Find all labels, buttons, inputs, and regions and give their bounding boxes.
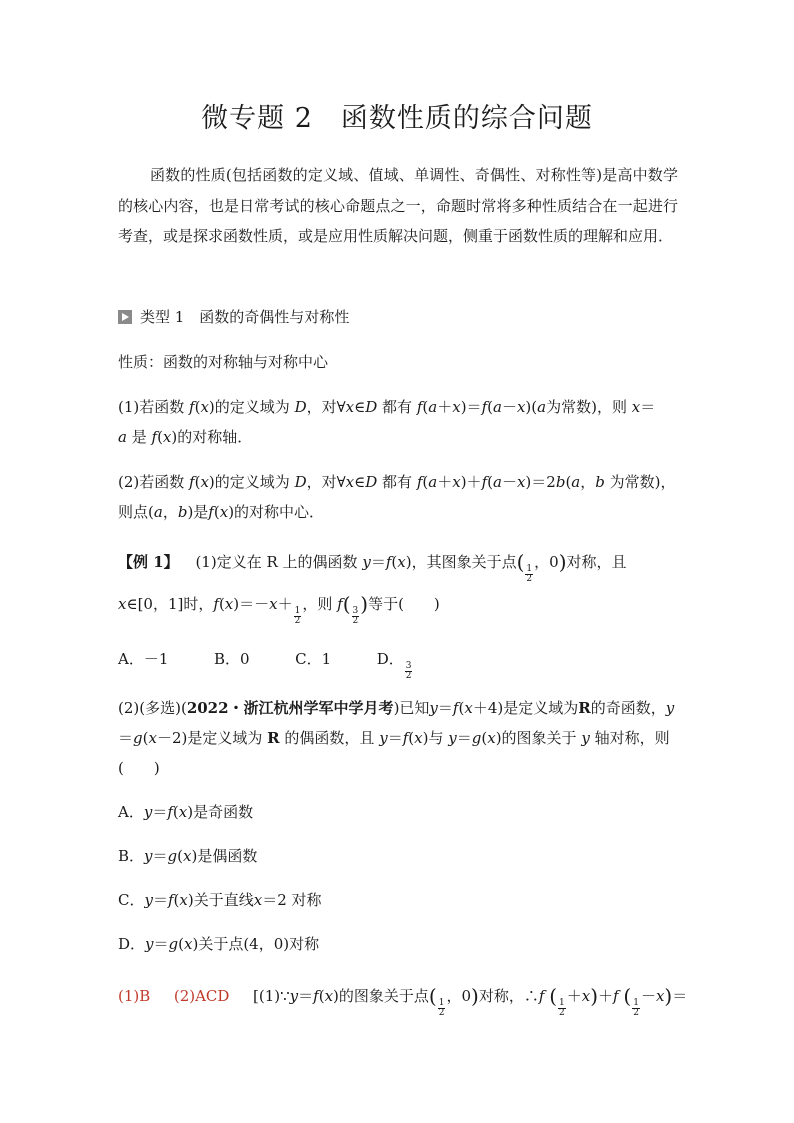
option-b[interactable]: B．0 <box>213 650 250 668</box>
property-heading: 性质：函数的对称轴与对称中心 <box>118 353 329 371</box>
example-label: 【例 1】 <box>118 553 179 571</box>
option-d-multi[interactable]: D．y＝g(x)关于点(4，0)对称 <box>118 935 320 953</box>
type-heading-label: 类型 1 函数的奇偶性与对称性 <box>140 308 350 326</box>
page-title: 微专题 2 函数性质的综合问题 <box>201 103 593 134</box>
option-a[interactable]: A．－1 <box>118 650 169 668</box>
example-1-q2-line-2: ＝g(x－2)是定义域为 R 的偶函数，且 y＝f(x)与 y＝g(x)的图象关于 y 轴对称，则 <box>118 729 670 747</box>
example-1-q2-paren: ( ) <box>118 759 160 777</box>
example-1-options <box>118 648 413 681</box>
option-a-multi[interactable]: A．y＝f(x)是奇函数 <box>118 803 254 821</box>
answer-1: (1)B <box>118 987 151 1005</box>
property-1-line-2: a 是 f(x)的对称轴． <box>118 428 253 446</box>
property-1-line-1: (1)若函数 f(x)的定义域为 D，对∀x∈D 都有 f(a＋x)＝f(a－x)(a为常数)，则 x＝ <box>118 398 656 416</box>
example-1-line-1: 【例 1】 (1)定义在 R 上的偶函数 y＝f(x)，其图象关于点( $\frac{1}{2}$ ，0)对称，且 <box>118 550 627 584</box>
property-2-line-2: 则点(a，b)是f(x)的对称中心． <box>118 503 325 521</box>
property-2-line-1: (2)若函数 f(x)的定义域为 D，对∀x∈D 都有 f(a＋x)＋f(a－x)＝2b(a，b 为常数)， <box>118 473 676 491</box>
option-c[interactable]: C．1 <box>295 650 332 668</box>
answer-line: (1)B (2)ACD [(1)∵y＝f(x)的图象关于点( $\frac{1}{2}$ ，0)对称，∴f ( $\frac{1}{2}$ ＋x)＋f ( $\frac{1}{2}$ －x)＝ <box>118 984 688 1018</box>
option-b-multi[interactable]: B．y＝g(x)是偶函数 <box>118 847 258 865</box>
option-d[interactable]: D． $\frac{3}{2}$ <box>376 650 412 681</box>
intro-paragraph: 函数的性质(包括函数的定义域、值域、单调性、奇偶性、对称性等)是高中数学的核心内容，也是日常考试的核心命题点之一，命题时常将多种性质结合在一起进行考查，或是探求函数性质，或是应用性质解决问题，侧重于函数性质的理解和应用． <box>118 166 678 245</box>
example-1-q2-line-1: (2)(多选)(2022・浙江杭州学军中学月考)已知y＝f(x＋4)是定义域为R的奇函数，y <box>118 699 675 717</box>
type-heading <box>118 306 349 327</box>
answer-2: (2)ACD <box>173 987 230 1005</box>
example-1-line-2: x∈[0，1]时，f(x)＝－x＋ $\frac{1}{2}$ ，则 f( $\frac{3}{2}$ )等于( ) <box>118 592 440 626</box>
option-c-multi[interactable]: C．y＝f(x)关于直线x＝2 对称 <box>118 891 322 909</box>
play-triangle-icon <box>118 310 132 324</box>
